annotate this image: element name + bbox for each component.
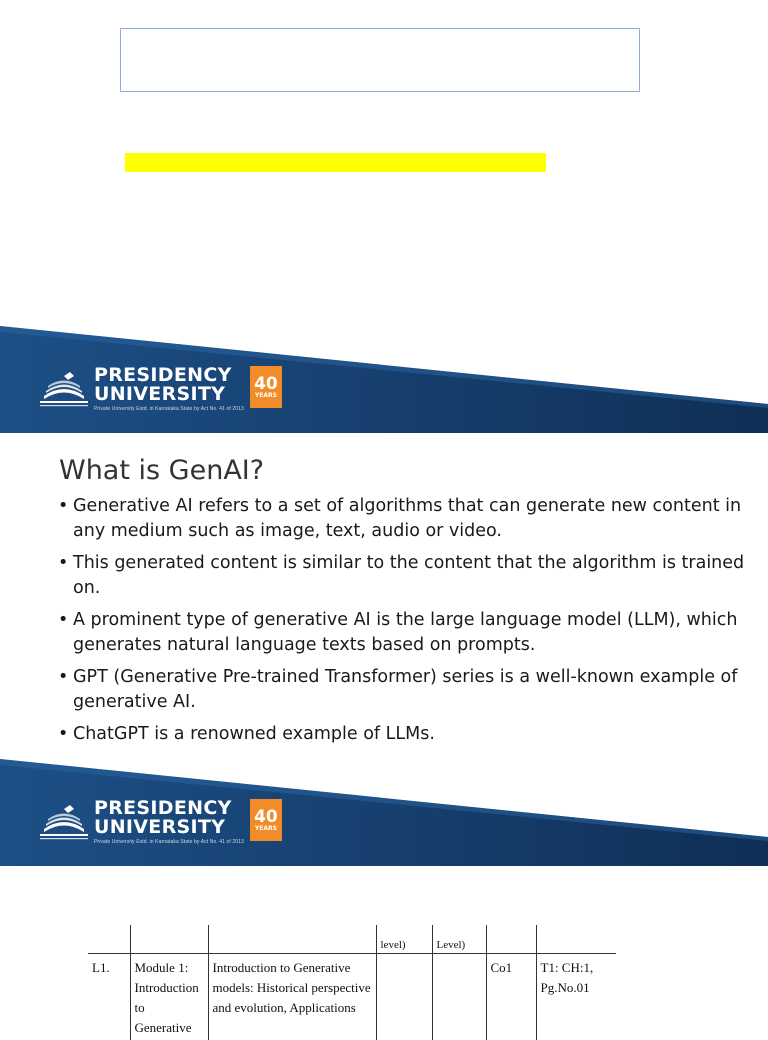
table-header-cell bbox=[208, 925, 376, 953]
course-plan-table bbox=[88, 925, 616, 1040]
book-emblem-icon bbox=[36, 370, 92, 410]
badge-number: 40 bbox=[254, 373, 278, 394]
bullet-item: • ChatGPT is a renowned example of LLMs. bbox=[58, 724, 435, 744]
yellow-highlight-bar bbox=[125, 153, 546, 172]
table-cell bbox=[376, 953, 432, 1040]
university-name-line2: UNIVERSITY bbox=[94, 816, 226, 838]
table-header-cell: level) bbox=[376, 925, 432, 953]
bullet-list bbox=[58, 494, 748, 754]
table-header-cell bbox=[486, 925, 536, 953]
reference-cell: T1: CH:1, Pg.No.01 bbox=[536, 953, 616, 1040]
table-header-row bbox=[88, 925, 616, 953]
badge-label: YEARS bbox=[254, 391, 277, 399]
university-name-line1: PRESIDENCY bbox=[94, 364, 232, 386]
bullet-text: Generative AI refers to a set of algorithms that can generate new content in any medium such as image, text, audio or video. bbox=[73, 496, 742, 541]
lecture-id-cell: L1. bbox=[92, 959, 110, 975]
university-subtitle: Private University Estd. in Karnataka State by Act No. 41 of 2013 bbox=[94, 406, 244, 412]
table-header-cell bbox=[88, 925, 130, 953]
bullet-text: A prominent type of generative AI is the large language model (LLM), which generates natural language texts based on prompts. bbox=[73, 610, 738, 655]
university-banner-top bbox=[0, 326, 768, 433]
badge-label: YEARS bbox=[254, 824, 277, 832]
bullet-item: • Generative AI refers to a set of algorithms that can generate new content in any medium such as image, text, audio or video. bbox=[58, 496, 742, 541]
bullet-item: • A prominent type of generative AI is the large language model (LLM), which generates natural language texts based on prompts. bbox=[58, 610, 738, 655]
bullet-text: ChatGPT is a renowned example of LLMs. bbox=[73, 724, 435, 744]
table-header-cell bbox=[536, 925, 616, 953]
course-table-fragment bbox=[88, 925, 622, 1035]
university-name-line2: UNIVERSITY bbox=[94, 383, 226, 405]
anniversary-badge bbox=[250, 799, 282, 841]
university-banner-bottom bbox=[0, 759, 768, 866]
table-header-cell bbox=[130, 925, 208, 953]
title-placeholder-box bbox=[120, 28, 640, 92]
university-logo bbox=[36, 366, 282, 412]
bullet-text: GPT (Generative Pre-trained Transformer) series is a well-known example of generative AI. bbox=[73, 667, 738, 712]
table-header-cell: Level) bbox=[432, 925, 486, 953]
badge-number: 40 bbox=[254, 806, 278, 827]
book-emblem-icon bbox=[36, 803, 92, 843]
bullet-item: • This generated content is similar to the content that the algorithm is trained on. bbox=[58, 553, 745, 598]
slide-heading: What is GenAI? bbox=[59, 455, 265, 486]
university-name-line1: PRESIDENCY bbox=[94, 797, 232, 819]
university-logo bbox=[36, 799, 282, 845]
module-cell: Module 1: Introduction to Generative bbox=[130, 953, 208, 1040]
table-cell bbox=[432, 953, 486, 1040]
anniversary-badge bbox=[250, 366, 282, 408]
slide-what-is-genai bbox=[0, 433, 768, 758]
course-outcome-cell: Co1 bbox=[486, 953, 536, 1040]
bullet-text: This generated content is similar to the content that the algorithm is trained on. bbox=[73, 553, 745, 598]
table-row bbox=[88, 953, 616, 1040]
bullet-item: • GPT (Generative Pre-trained Transformer) series is a well-known example of generative AI. bbox=[58, 667, 738, 712]
university-subtitle: Private University Estd. in Karnataka State by Act No. 41 of 2013 bbox=[94, 839, 244, 845]
topic-cell: Introduction to Generative models: Historical perspective and evolution, Applications bbox=[208, 953, 376, 1040]
